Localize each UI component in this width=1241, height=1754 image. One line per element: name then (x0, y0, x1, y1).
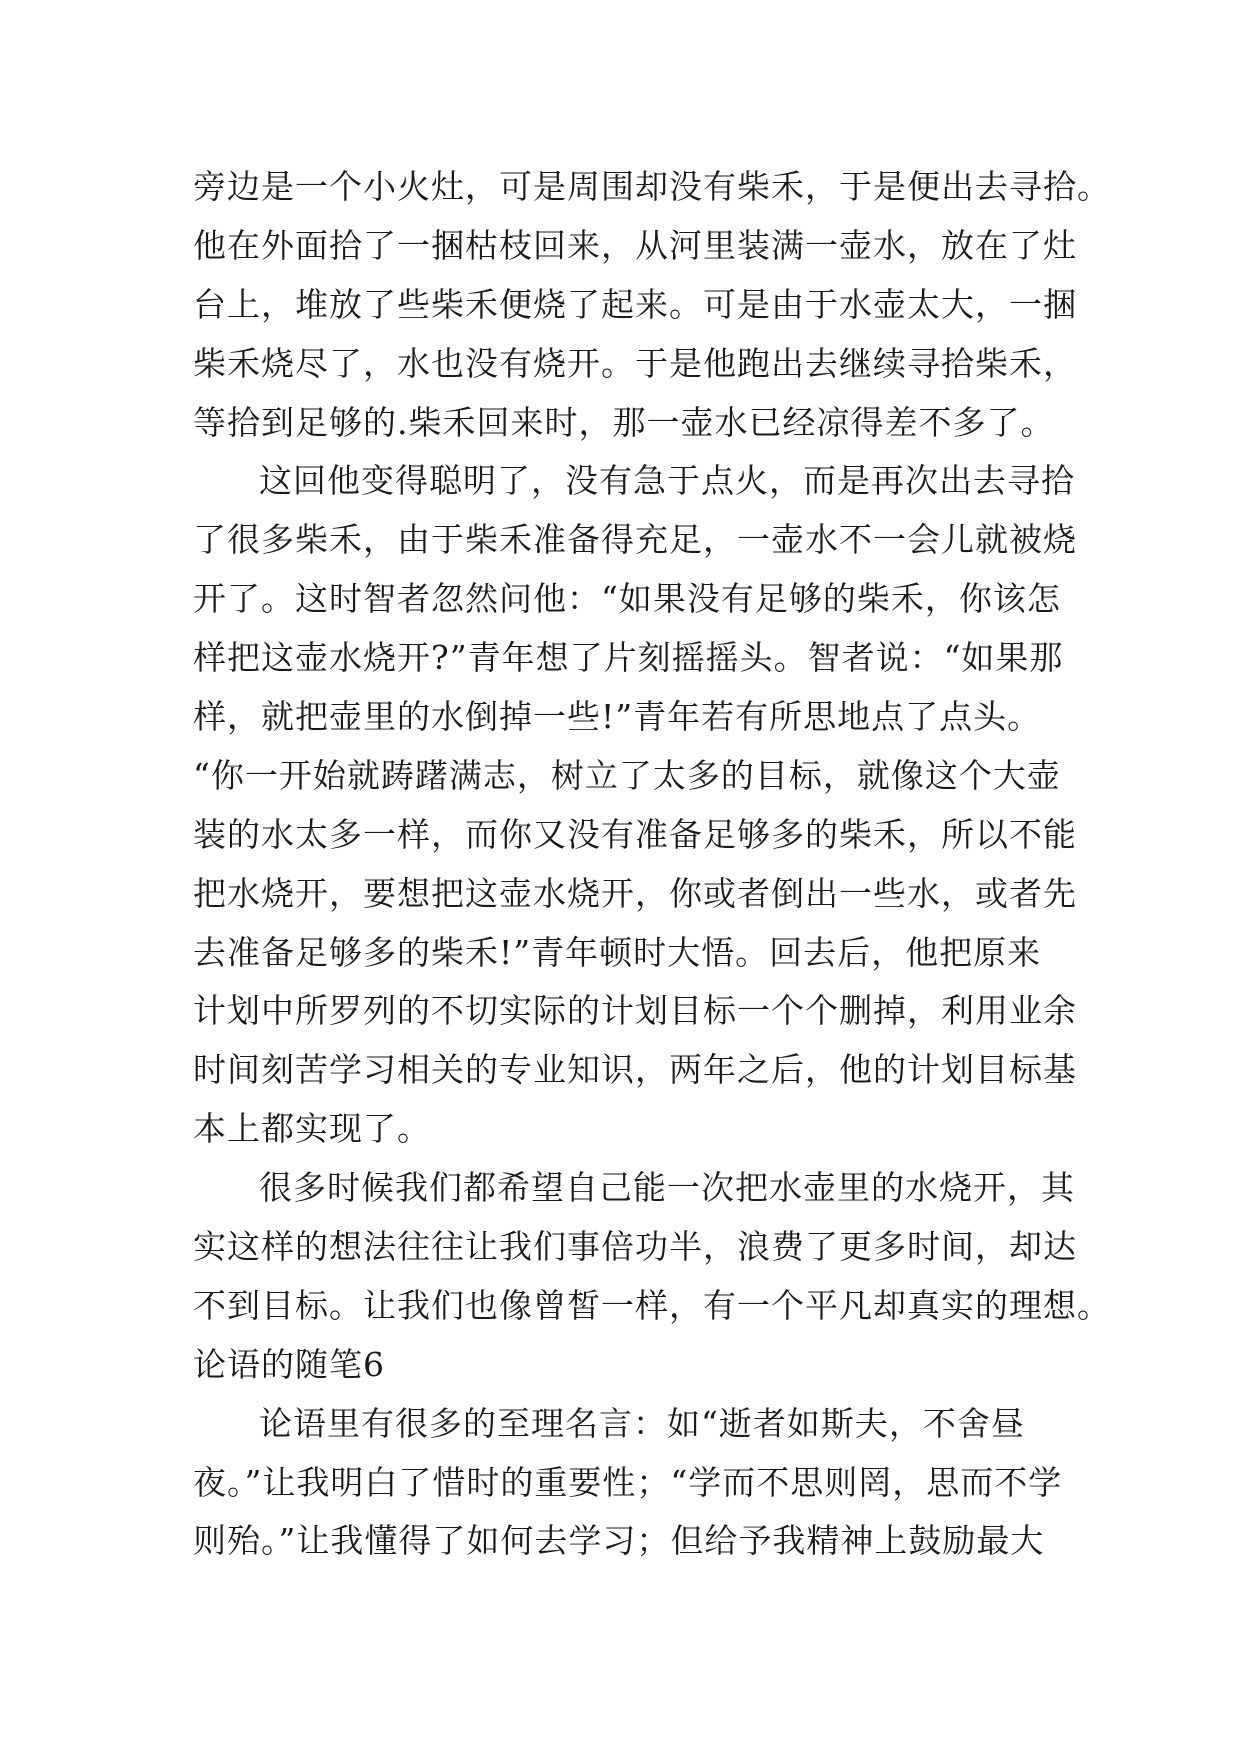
text-line: 装的水太多一样，而你又没有准备足够多的柴禾，所以不能 (193, 814, 1077, 854)
text-line: 时间刻苦学习相关的专业知识，两年之后，他的计划目标基 (193, 1050, 1077, 1090)
paragraph-start-line: 这回他变得聪明了，没有急于点火，而是再次出去寻拾 (259, 461, 1075, 501)
text-line: 样把这壶水烧开?”青年想了片刻摇摇头。智者说：“如果那 (193, 638, 1064, 678)
text-line: 了很多柴禾，由于柴禾准备得充足，一壶水不一会儿就被烧 (193, 520, 1077, 560)
text-line: 不到目标。让我们也像曾皙一样，有一个平凡却真实的理想。 (193, 1285, 1111, 1325)
text-line: 他在外面拾了一捆枯枝回来，从河里装满一壶水，放在了灶 (193, 225, 1077, 265)
text-line: “你一开始就踌躇满志，树立了太多的目标，就像这个大壶 (193, 755, 1061, 795)
text-line: 计划中所罗列的不切实际的计划目标一个个删掉，利用业余 (193, 991, 1077, 1031)
paragraph-start-line: 论语里有很多的至理名言：如“逝者如斯夫，不舍昼 (259, 1403, 1025, 1443)
text-line: 本上都实现了。 (193, 1109, 431, 1149)
section-heading: 论语的随笔6 (193, 1344, 385, 1384)
paragraph-start-line: 很多时候我们都希望自己能一次把水壶里的水烧开，其 (259, 1168, 1075, 1208)
text-line: 开了。这时智者忽然问他：“如果没有足够的柴禾，你该怎 (193, 579, 1061, 619)
text-line: 等拾到足够的.柴禾回来时，那一壶水已经凉得差不多了。 (193, 402, 1055, 442)
text-line: 则殆。”让我懂得了如何去学习；但给予我精神上鼓励最大 (193, 1521, 1045, 1561)
text-line: 台上，堆放了些柴禾便烧了起来。可是由于水壶太大，一捆 (193, 284, 1077, 324)
text-line: 夜。”让我明白了惜时的重要性；“学而不思则罔，思而不学 (193, 1462, 1063, 1502)
text-line: 实这样的想法往往让我们事倍功半，浪费了更多时间，却达 (193, 1227, 1077, 1267)
text-line: 把水烧开，要想把这壶水烧开，你或者倒出一些水，或者先 (193, 873, 1077, 913)
document-body (193, 158, 1111, 1571)
text-line: 旁边是一个小火灶，可是周围却没有柴禾，于是便出去寻拾。 (193, 167, 1111, 206)
text-line: 去准备足够多的柴禾!”青年顿时大悟。回去后，他把原来 (193, 932, 1042, 972)
text-line: 柴禾烧尽了，水也没有烧开。于是他跑出去继续寻拾柴禾， (193, 343, 1077, 383)
text-line: 样，就把壶里的水倒掉一些!”青年若有所思地点了点头。 (193, 697, 1042, 737)
